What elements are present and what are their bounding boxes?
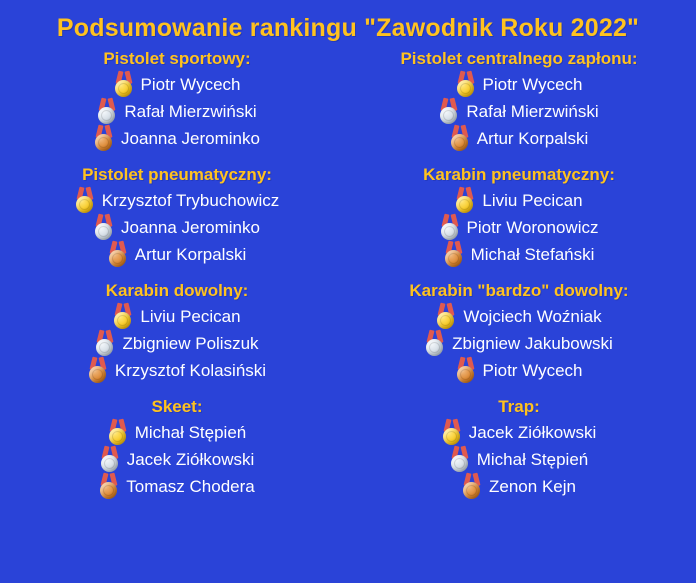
category-title: Karabin dowolny: [105,281,249,300]
list-item [439,98,598,124]
list-item [440,214,599,240]
bronze-medal-icon [94,125,114,151]
list-item [444,241,595,267]
list-item [455,187,582,213]
category-block [6,165,348,267]
category-block [6,397,348,499]
list-item [108,419,247,445]
category-title: Karabin "bardzo" dowolny: [409,281,629,300]
list-item [100,446,255,472]
athlete-name: Artur Korpalski [476,128,589,148]
list-item [75,187,280,213]
athlete-name: Krzysztof Kolasiński [114,360,267,380]
category-title: Karabin pneumatyczny: [423,165,615,184]
athlete-name: Joanna Jerominko [121,128,260,148]
athlete-name: Liviu Pecican [482,190,583,210]
athlete-name: Tomasz Chodera [126,476,255,496]
category-places [6,71,348,151]
category-places [348,303,690,383]
athlete-name: Jacek Ziółkowski [468,422,597,442]
category-title: Pistolet centralnego zapłonu: [400,49,638,68]
list-item [108,241,246,267]
gold-medal-icon [113,303,133,329]
athlete-name: Piotr Wycech [482,74,583,94]
list-item [97,98,256,124]
category-block [348,281,690,383]
athlete-name: Zbigniew Poliszuk [122,333,259,353]
list-item [456,357,583,383]
gold-medal-icon [114,71,134,97]
athlete-name: Michał Stefański [470,244,595,264]
silver-medal-icon [100,446,120,472]
athlete-name: Jacek Ziółkowski [126,449,255,469]
bronze-medal-icon [88,357,108,383]
list-item [99,473,255,499]
page-title: Podsumowanie rankingu "Zawodnik Roku 2022" [56,14,640,42]
category-block [6,49,348,151]
list-item [94,125,260,151]
list-item [450,125,588,151]
category-places [348,71,690,151]
athlete-name: Piotr Wycech [140,74,241,94]
category-title: Pistolet pneumatyczny: [82,165,272,184]
athlete-name: Joanna Jerominko [121,217,260,237]
athlete-name: Wojciech Woźniak [463,306,602,326]
category-block [348,397,690,499]
category-block [348,49,690,151]
bronze-medal-icon [444,241,464,267]
list-item [436,303,601,329]
athlete-name: Rafał Mierzwiński [466,101,599,121]
bronze-medal-icon [462,473,482,499]
list-item [456,71,583,97]
athlete-name: Piotr Woronowicz [466,217,599,237]
athlete-name: Liviu Pecican [140,306,241,326]
athlete-name: Zenon Kejn [489,476,576,496]
list-item [450,446,589,472]
gold-medal-icon [455,187,475,213]
gold-medal-icon [436,303,456,329]
category-places [6,419,348,499]
category-block [6,281,348,383]
bronze-medal-icon [108,241,128,267]
athlete-name: Krzysztof Trybuchowicz [101,190,280,210]
category-places [6,187,348,267]
list-item [462,473,576,499]
list-item [88,357,266,383]
athlete-name: Zbigniew Jakubowski [452,333,613,353]
category-places [348,419,690,499]
athlete-name: Michał Stępień [134,422,247,442]
category-block [348,165,690,267]
silver-medal-icon [450,446,470,472]
list-item [425,330,613,356]
category-title: Skeet: [151,397,203,416]
gold-medal-icon [75,187,95,213]
bronze-medal-icon [456,357,476,383]
gold-medal-icon [108,419,128,445]
athlete-name: Artur Korpalski [134,244,247,264]
list-item [113,303,240,329]
silver-medal-icon [94,214,114,240]
list-item [95,330,258,356]
athlete-name: Piotr Wycech [482,360,583,380]
category-places [6,303,348,383]
silver-medal-icon [440,214,460,240]
category-title: Pistolet sportowy: [103,49,251,68]
silver-medal-icon [95,330,115,356]
list-item [94,214,260,240]
athlete-name: Michał Stępień [476,449,589,469]
bronze-medal-icon [450,125,470,151]
category-places [348,187,690,267]
silver-medal-icon [425,330,445,356]
gold-medal-icon [456,71,476,97]
silver-medal-icon [97,98,117,124]
silver-medal-icon [439,98,459,124]
list-item [442,419,597,445]
bronze-medal-icon [99,473,119,499]
gold-medal-icon [442,419,462,445]
athlete-name: Rafał Mierzwiński [124,101,257,121]
list-item [114,71,241,97]
category-title: Trap: [498,397,540,416]
categories-grid [0,49,696,499]
